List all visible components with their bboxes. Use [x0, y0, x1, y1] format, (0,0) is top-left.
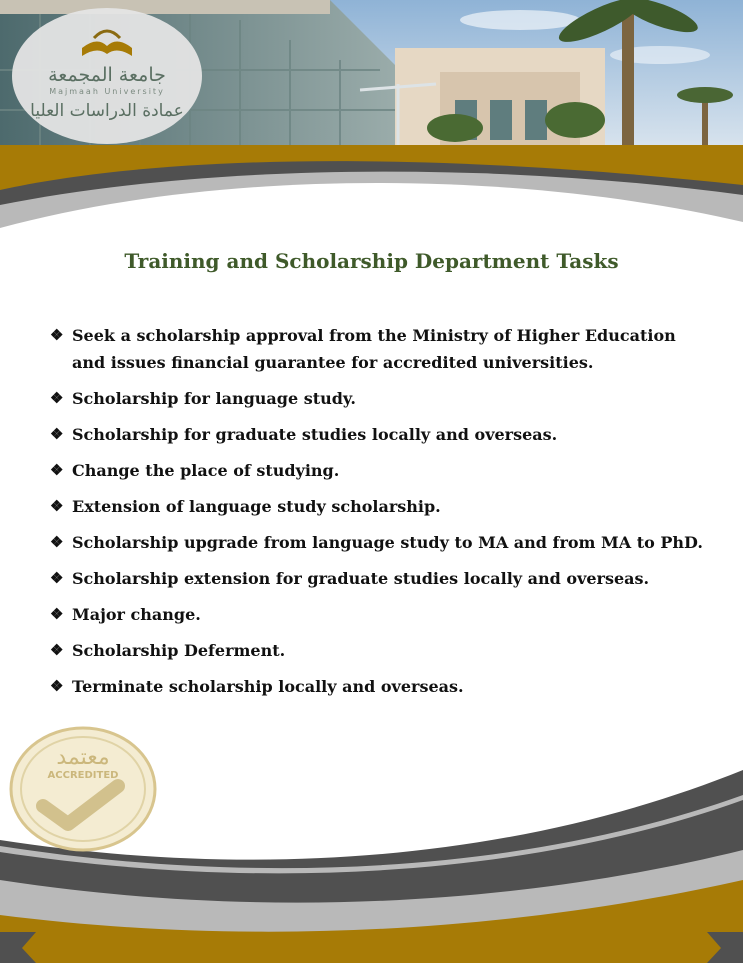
task-item — [50, 457, 710, 484]
task-item — [50, 637, 710, 664]
diamond-bullet-icon: ❖ — [50, 425, 64, 443]
page-title: Training and Scholarship Department Tasks — [124, 249, 619, 273]
task-item — [50, 421, 710, 448]
task-text: Extension of language study scholarship. — [72, 497, 441, 516]
task-text: Seek a scholarship approval from the Ministry of Higher Education and issues financial guarantee for accredited universities. — [72, 326, 676, 372]
diamond-bullet-icon: ❖ — [50, 326, 64, 344]
task-text: Scholarship Deferment. — [72, 641, 286, 660]
logo-university-english: Majmaah University — [49, 87, 165, 96]
accreditation-seal — [8, 726, 158, 852]
university-logo — [12, 8, 202, 144]
diamond-bullet-icon: ❖ — [50, 569, 64, 587]
logo-deanship-arabic: عمادة الدراسات العليا — [30, 101, 184, 121]
diamond-bullet-icon: ❖ — [50, 605, 64, 623]
task-item — [50, 673, 710, 700]
task-text: Major change. — [72, 605, 201, 624]
diamond-bullet-icon: ❖ — [50, 389, 64, 407]
task-item — [50, 565, 710, 592]
diamond-bullet-icon: ❖ — [50, 533, 64, 551]
accreditation-seal-graphic — [8, 726, 158, 852]
task-item — [50, 385, 710, 412]
task-item — [50, 601, 710, 628]
task-item — [50, 529, 710, 556]
task-text: Scholarship for graduate studies locally and overseas. — [72, 425, 558, 444]
seal-arabic-text: معتمد — [56, 745, 110, 770]
diamond-bullet-icon: ❖ — [50, 461, 64, 479]
task-text: Change the place of studying. — [72, 461, 340, 480]
task-item — [50, 322, 710, 376]
task-text: Terminate scholarship locally and overseas. — [72, 677, 464, 696]
seal-english-text: ACCREDITED — [47, 770, 119, 781]
task-text: Scholarship for language study. — [72, 389, 356, 408]
diamond-bullet-icon: ❖ — [50, 641, 64, 659]
task-item — [50, 493, 710, 520]
task-text: Scholarship extension for graduate studies locally and overseas. — [72, 569, 650, 588]
task-list — [50, 322, 710, 709]
university-logo-graphic — [12, 8, 202, 144]
diamond-bullet-icon: ❖ — [50, 497, 64, 515]
logo-university-arabic: جامعة المجمعة — [48, 64, 166, 86]
diamond-bullet-icon: ❖ — [50, 677, 64, 695]
task-text: Scholarship upgrade from language study to MA and from MA to PhD. — [72, 533, 703, 552]
